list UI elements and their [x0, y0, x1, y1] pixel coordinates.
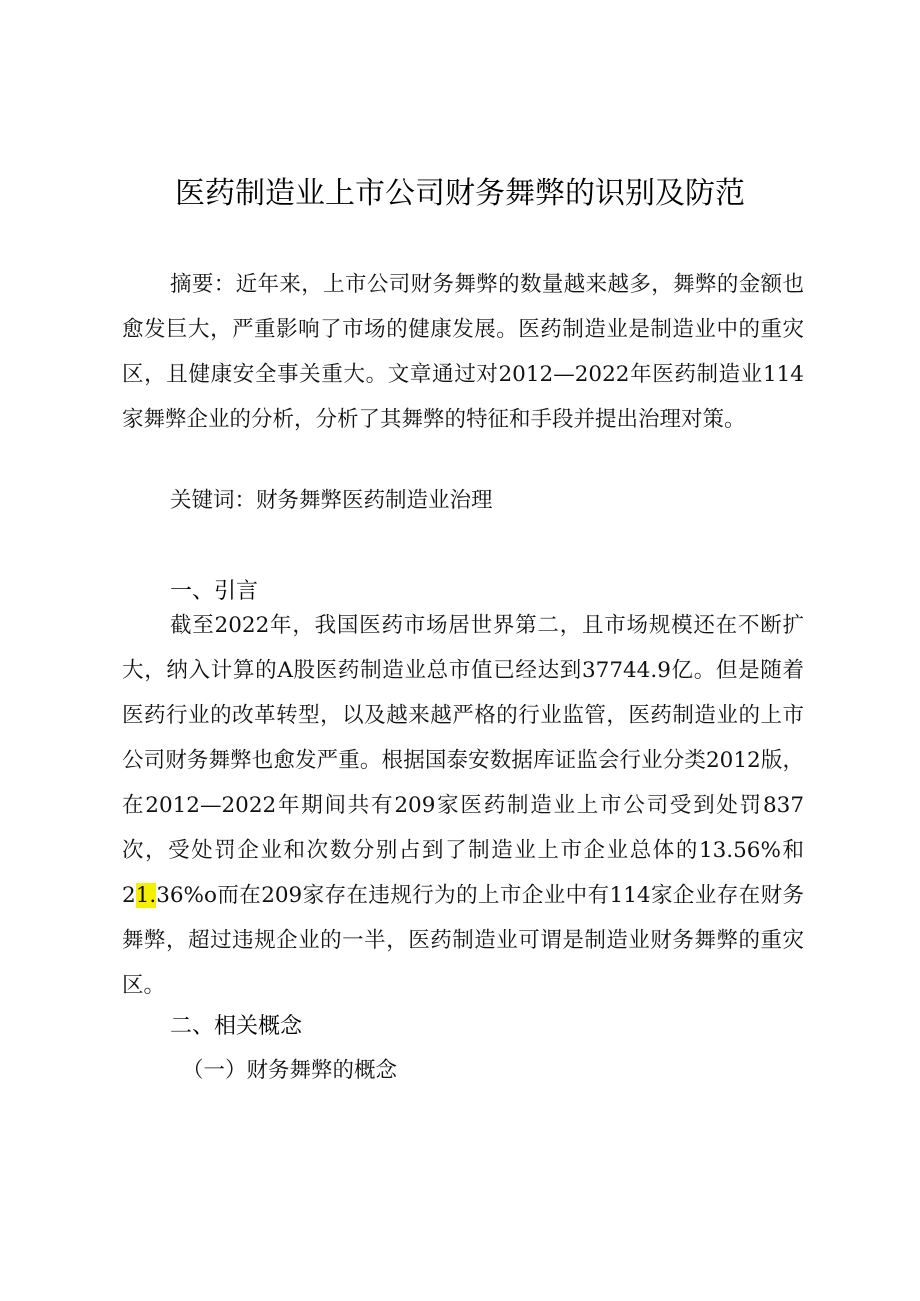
- section-heading-introduction: 一、引言: [170, 579, 259, 604]
- introduction-paragraph: [122, 603, 804, 1008]
- introduction-text-part-1: 截至2022年，我国医药市场居世界第二，且市场规模还在不断扩大，纳入计算的A股医药制造业总市值已经达到37744.9亿。但是随着医药行业的改革转型，以及越来越严格的行业监管，医药制造业的上市公司财务舞弊也愈发严重。根据国泰安数据库证监会行业分类2012版，在2012—2022年期间共有209家医药制造业上市公司受到处罚837次，受处罚企业和次数分别占到了制造业上市企业总体的13.56%和2: [122, 613, 804, 908]
- keywords-line: 关键词：财务舞弊医药制造业治理: [170, 488, 493, 513]
- subsection-heading-fraud-concept: （一）财务舞弊的概念: [182, 1058, 398, 1083]
- document-title: 医药制造业上市公司财务舞弊的识别及防范: [175, 176, 745, 211]
- abstract-paragraph: 摘要：近年来，上市公司财务舞弊的数量越来越多，舞弊的金额也愈发巨大，严重影响了市场的健康发展。医药制造业是制造业中的重灾区，且健康安全事关重大。文章通过对2012—2022年医药制造业114家舞弊企业的分析，分析了其舞弊的特征和手段并提出治理对策。: [122, 272, 804, 432]
- highlighted-text: 1.: [135, 883, 157, 908]
- introduction-text-part-2: 36%o而在209家存在违规行为的上市企业中有114家企业存在财务舞弊，超过违规企业的一半，医药制造业可谓是制造业财务舞弊的重灾区。: [122, 883, 804, 998]
- section-heading-related-concepts: 二、相关概念: [170, 1014, 303, 1039]
